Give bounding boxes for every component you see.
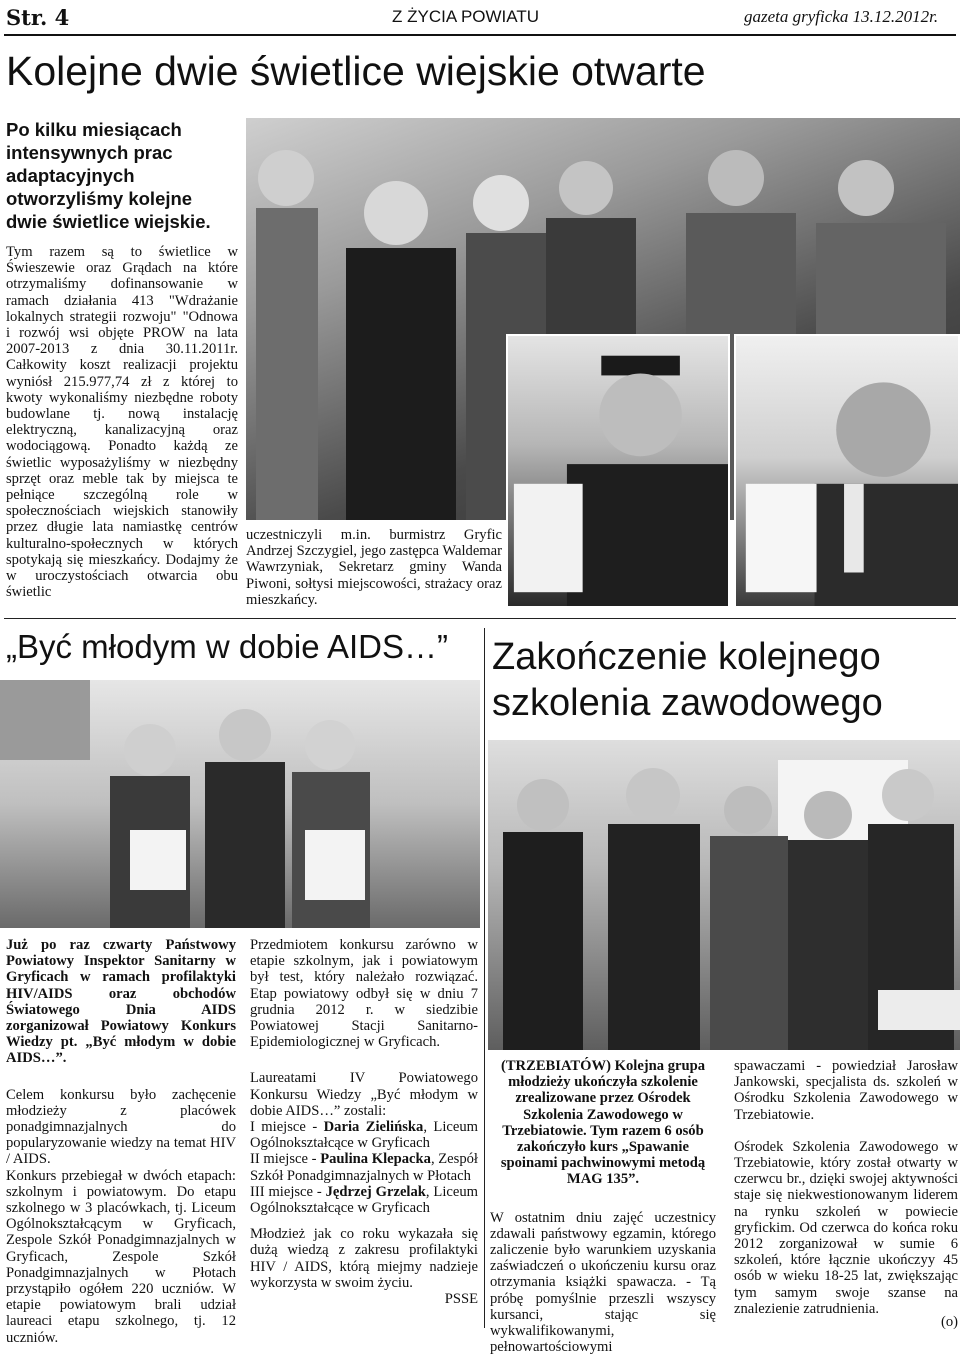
- article2-col1: Już po raz czwarty Państwowy Powiatowy Inspektor Sanitarny w Gryficach w ramach profilaktyki HIV/AIDS oraz obchodów Światowego Dnia AIDS zorganizował Powiatowy Konkurs Wiedzy pt. „Być młodym w dobie AIDS…”. Celem konkursu było zachęcenie młodzieży z placówek ponadgimnazjalnych do popularyzowanie wiedzy na temat HIV / AIDS. Konkurs przebiegał w dwóch etapach: szkolnym i powiatowym. Do etapu szkolnego w 3 placówkach, tj. Liceum Ogólnokształcącym w Gryficach, Zespole Szkół Ponadgimnazjalnych w Gryficach, Zespole Szkół Ponadgimnazjalnych w Płotach przystąpiło ogółem 220 uczniów. W etapie powiatowym brali udział laureaci etapu szkolnego, tj. 12 uczniów.: [6, 937, 236, 1346]
- article1-headline: Kolejne dwie świetlice wiejskie otwarte: [6, 48, 706, 94]
- winners-silhouettes: [0, 680, 480, 928]
- article2-headline: „Być młodym w dobie AIDS…”: [6, 628, 448, 665]
- prize-1: I miejsce - Daria Zielińska, Liceum Ogólnokształcące w Gryficach: [250, 1119, 478, 1152]
- photo-firefighter: [506, 334, 730, 608]
- article2-col2: Przedmiotem konkursu zarówno w etapie szkolnym, jak i powiatowym był test, który należało rozwiązać. Etap powiatowy odbył się w dniu 7 grudnia 2012 r. w siedzibie Powiatowej Stacji Sanitarno-Epidemiologicznej w Gryficach. Laureatami IV Powiatowego Konkursu Wiedzy „Być młodym w dobie AIDS…” zostali: I miejsce - Daria Zielińska, Liceum Ogólnokształcące w Gryficach II miejsce - Paulina Klepacka, Zespół Szkół Ponadgimnazjalnych w Płotach III miejsce - Jędrzej Grzelak, Liceum Ogólnokształcące w Gryficach Młodzież jak co roku wykazała się dużą wiedzą z zakresu profilaktyki HIV / AIDS, którą miejmy nadzieje wykorzysta w swoim życiu. PSSE: [250, 937, 478, 1308]
- photo-aids-contest: [0, 680, 480, 928]
- prize-3: III miejsce - Jędrzej Grzelak, Liceum Ogólnokształcące w Gryficach: [250, 1183, 478, 1217]
- official-silhouette: [736, 336, 958, 606]
- article3-col2: spawaczami - powiedział Jarosław Jankowski, specjalista ds. szkoleń w Ośrodku Szkolenia Zawodowego w Trzebiatowie. Ośrodek Szkolenia Zawodowego w Trzebiatowie, który został otwarty w czerwcu br., dzięki swojej aktywności staje się niekwestionowanym liderem na rynku szkoleń w powiecie gryfickim. Od czerwca do końca roku 2012 zorganizował w sumie 6 szkoleń, które łącznie ukończyy 45 osób w wieku 18-25 lat, zwiększając tym samym swoje szanse na znalezienie zatrudnienia. (o): [734, 1058, 958, 1330]
- photo-man-diploma: [734, 334, 960, 608]
- firefighter-silhouette: [508, 336, 728, 606]
- section-label: Z ŻYCIA POWIATU: [392, 7, 540, 26]
- article1-continuation: uczestniczyli m.in. burmistrz Gryfic Andrzej Szczygiel, jego zastępca Waldemar Wawrzyniak, Sekretarz gminy Wanda Piwoni, sołtysi miejscowości, strażacy oraz mieszkańcy.: [246, 527, 502, 608]
- column-divider: [484, 628, 485, 1328]
- article3-col1: (TRZEBIATÓW) Kolejna grupa młodzieży ukończyła szkolenie zrealizowane przez Ośrodek Szkolenia Zawodowego w Trzebiatowie. Tym razem 6 osób zakończyło kurs „Spawanie spoinami pachwinowymi metodą MAG 135”. W ostatnim dniu zajęć uczestnicy zdawali państwowy egzamin, którego zaliczenie było warunkiem uzyskania zaświadczeń o ukończeniu kursu oraz otrzymania książki spawacza. - Tą próbę pomyślnie przeszli wszyscy kursanci, stając się wykwalifikowanymi, pełnowartościowymi: [490, 1058, 716, 1355]
- header-rule: [4, 34, 956, 36]
- article3-signature: (o): [940, 1314, 958, 1330]
- article1-lead: Po kilku miesiącach intensywnych prac adaptacyjnych otworzyliśmy kolejne dwie świetlice wiejskie.: [6, 119, 211, 232]
- article-divider: [4, 618, 956, 619]
- page-number: Str. 4: [6, 5, 70, 30]
- article3-headline: Zakończenie kolejnego szkolenia zawodowego: [492, 636, 883, 724]
- article1-body: Tym razem są to świetlice w Świeszewie oraz Grądach na które otrzymaliśmy dofinansowanie w ramach działania 413 "Wdrażanie lokalnych strategii rozwoju" "Odnowa i rozwój wsi objęte PROW na lata 2007-2013 z dnia 30.11.2011r. Całkowity koszt realizacji projektu wyniósł 215.977,74 zł z której to kwoty wykonaliśmy niezbędne roboty budowlane tj. nową instalację elektryczną, kanalizacyjną oraz wodociągową. Ponadto każdą ze świetlic wyposażyliśmy w niezbędny sprzęt oraz meble tak by miejsca te pełniące szczególną role w społecznościach wiejskich stanowiły przez długie lata namiastkę centrów kulturalno-społecznych w których spotykają się mieszkańcy. Dodajmy że w uroczystościach otwarcia obu świetlic: [6, 244, 238, 601]
- prize-2: II miejsce - Paulina Klepacka, Zespół Szkół Ponadgimnazjalnych w Płotach: [250, 1151, 478, 1184]
- graduates-silhouettes: [488, 740, 960, 1050]
- photo-welding-graduates: [488, 740, 960, 1050]
- article2-signature: PSSE: [444, 1291, 478, 1308]
- issue-label: gazeta gryficka 13.12.2012r.: [744, 7, 939, 26]
